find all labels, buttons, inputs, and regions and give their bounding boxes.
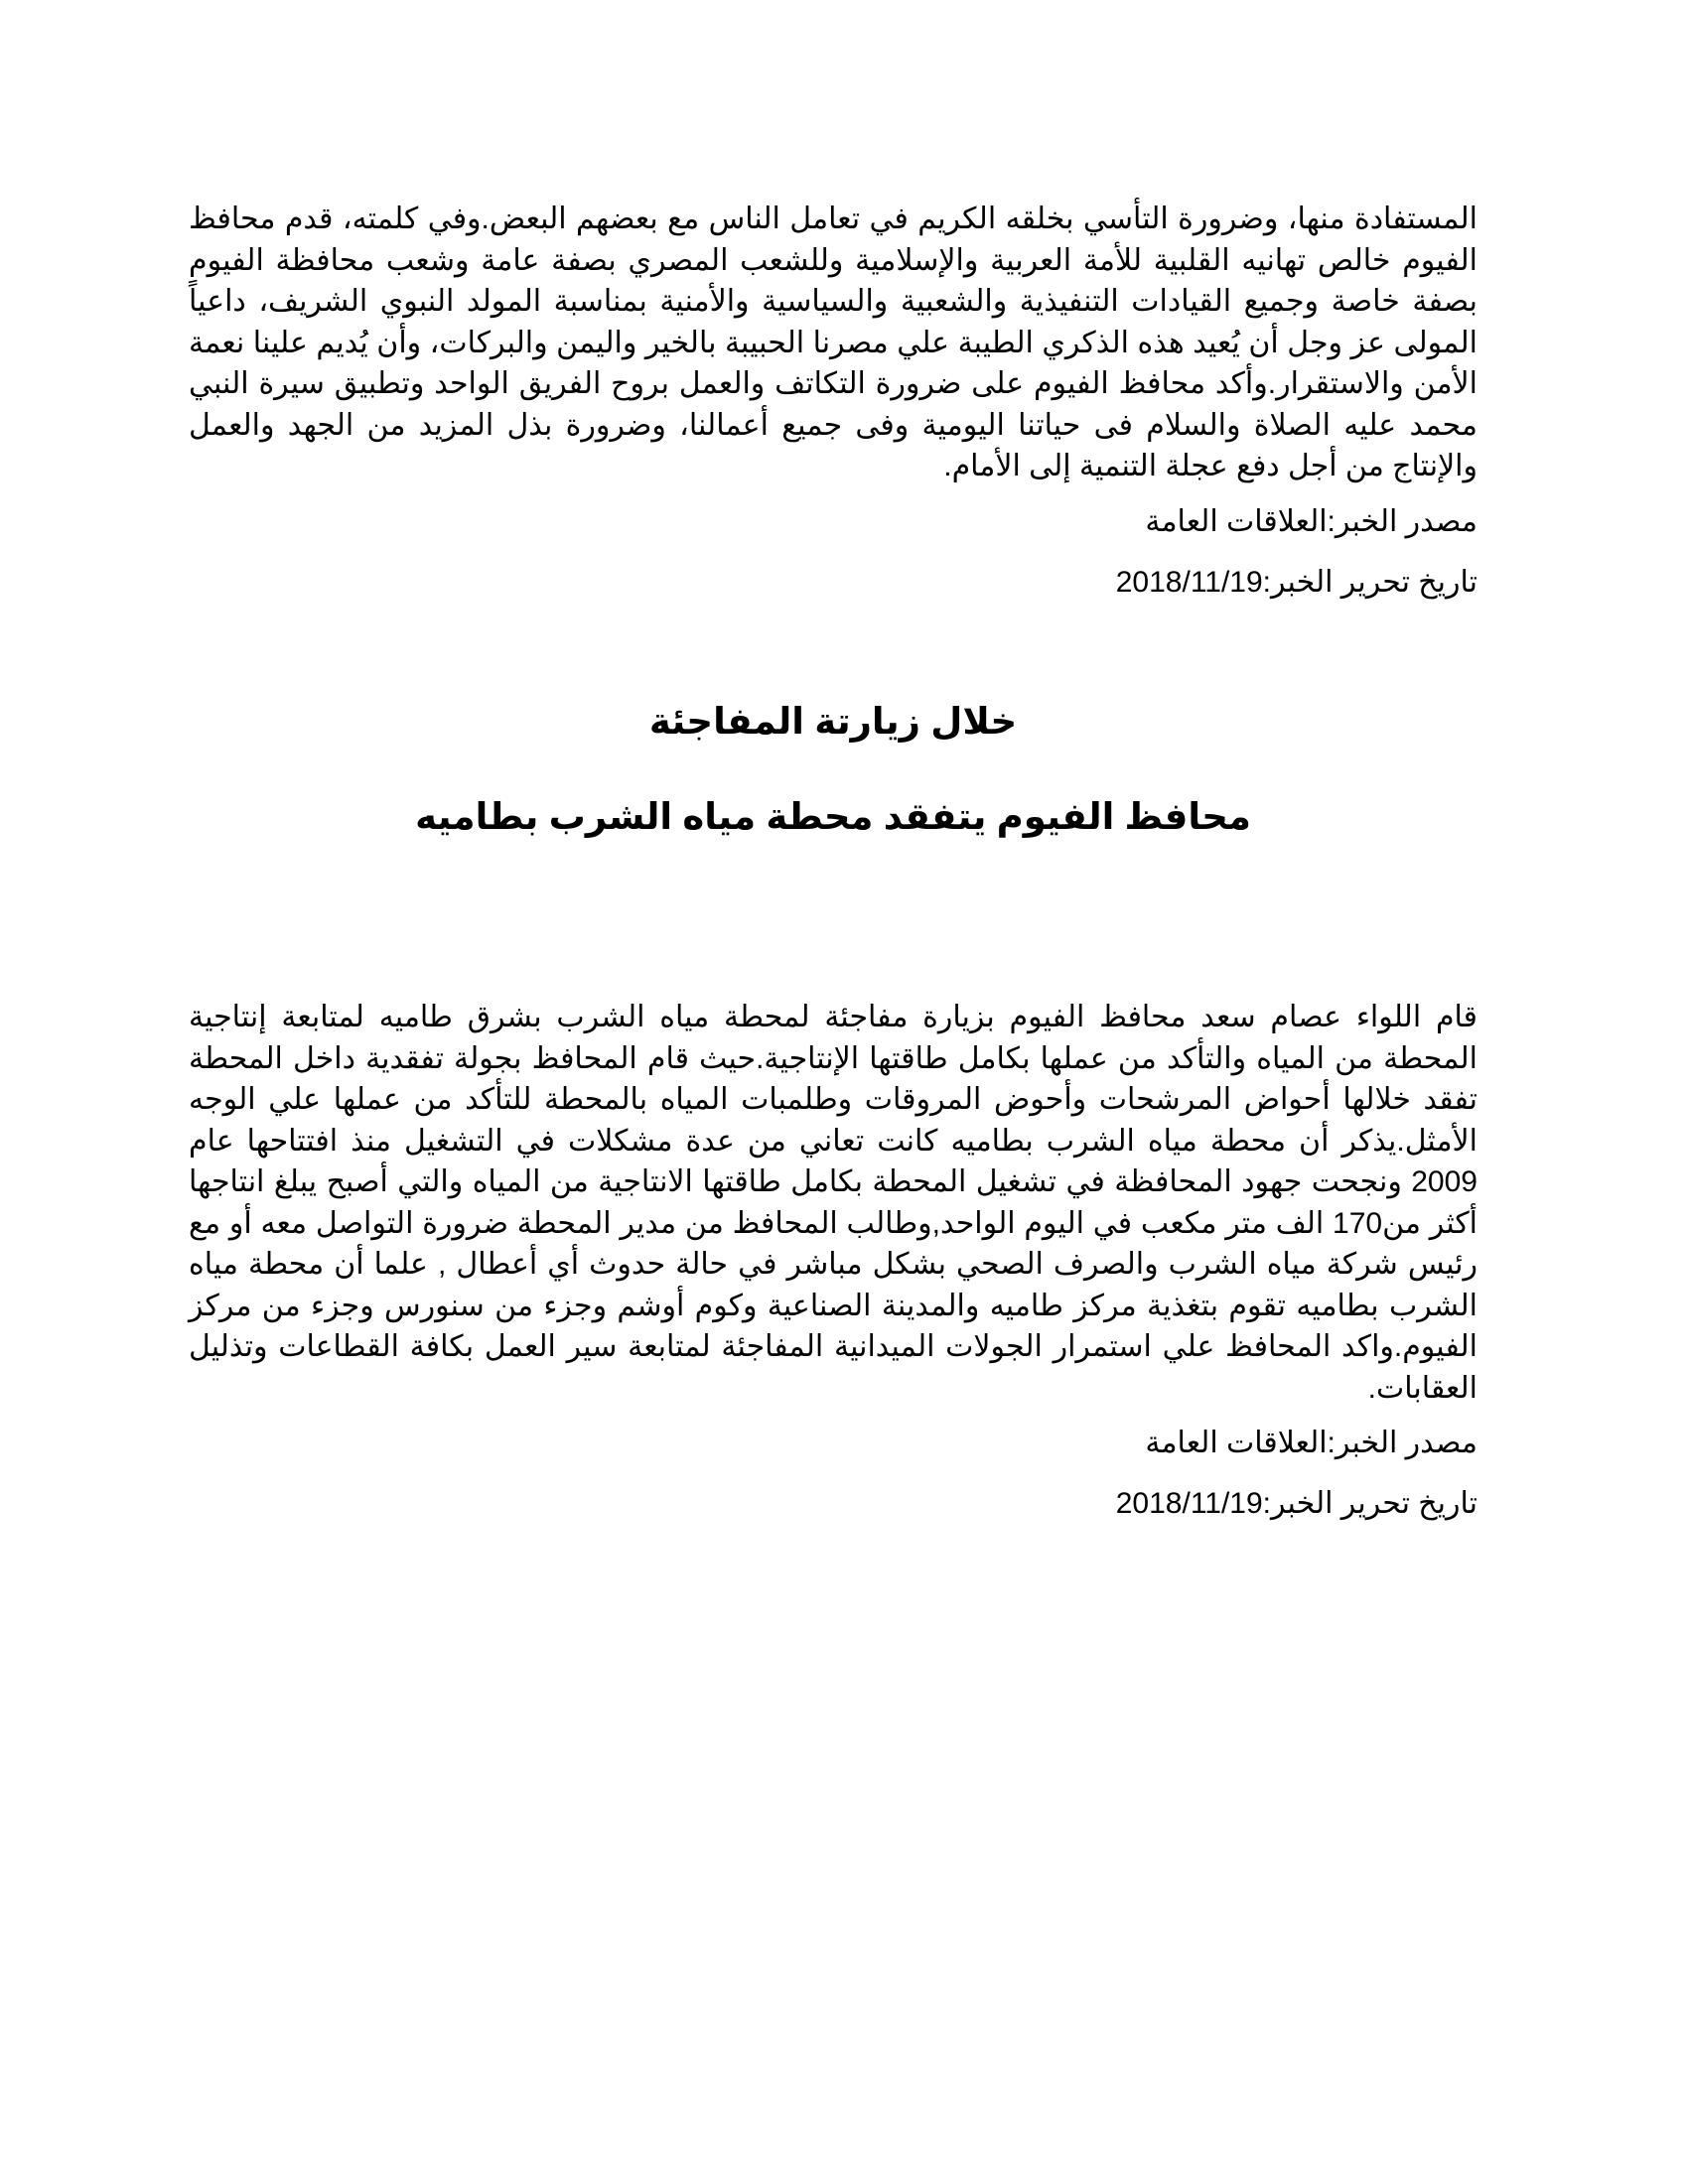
article-title: محافظ الفيوم يتفقد محطة مياه الشرب بطاميه (415, 796, 1251, 837)
news-date-line: تاريخ تحرير الخبر:2018/11/19 (1115, 565, 1477, 599)
article-continuation (189, 199, 1477, 603)
news-date-line: تاريخ تحرير الخبر:2018/11/19 (1115, 1487, 1477, 1520)
article-meta (189, 501, 1477, 603)
article-body-paragraph: قام اللواء عصام سعد محافظ الفيوم بزيارة مفاجئة لمحطة مياه الشرب بشرق طاميه لمتابعة إنتاجية المحطة من المياه والتأكد من عملها بكامل طاقتها الإنتاجية.حيث قام المحافظ بجولة تفقدية داخل المحطة تفقد خلالها أحواض المرشحات وأحوض المروقات وطلمبات المياه بالمحطة للتأكد من عملها علي الوجه الأمثل.يذكر أن محطة مياه الشرب بطاميه كانت تعاني من عدة مشكلات في التشغيل منذ افتتاحها عام 2009 ونجحت جهود المحافظة في تشغيل المحطة بكامل طاقتها الانتاجية من المياه والتي أصبح يبلغ انتاجها أكثر من170 الف متر مكعب في اليوم الواحد,وطالب المحافظ من مدير المحطة ضرورة التواصل معه أو مع رئيس شركة مياه الشرب والصرف الصحي بشكل مباشر في حالة حدوث أي أعطال , علما أن محطة مياه الشرب بطاميه تقوم بتغذية مركز طاميه والمدينة الصناعية وكوم أوشم وجزء من سنورس وجزء من مركز الفيوم.واكد المحافظ علي استمرار الجولات الميدانية المفاجئة لمتابعة سير العمل بكافة القطاعات وتذليل العقابات. (189, 1001, 1477, 1405)
news-source-line: مصدر الخبر:العلاقات العامة (1145, 504, 1477, 538)
article-kicker-heading: خلال زيارتة المفاجئة (648, 701, 1018, 742)
article-meta (189, 1423, 1477, 1524)
article-body-paragraph: المستفادة منها، وضرورة التأسي بخلقه الكريم في تعامل الناس مع بعضهم البعض.وفي كلمته، قدم محافظ الفيوم خالص تهانيه القلبية للأمة العربية والإسلامية وللشعب المصري بصفة عامة وشعب محافظة الفيوم بصفة خاصة وجميع القيادات التنفيذية والشعبية والسياسية والأمنية بمناسبة المولد النبوي الشريف، داعياً المولى عز وجل أن يُعيد هذه الذكري الطيبة علي مصرنا الحبيبة بالخير واليمن والبركات، وأن يُديم علينا نعمة الأمن والاستقرار.وأكد محافظ الفيوم على ضرورة التكاتف والعمل بروح الفريق الواحد وتطبيق سيرة النبي محمد عليه الصلاة والسلام فى حياتنا اليومية وفى جميع أعمالنا، وضرورة بذل المزيد من الجهد والعمل والإنتاج من أجل دفع عجلة التنمية إلى الأمام. (189, 203, 1477, 482)
news-source-line: مصدر الخبر:العلاقات العامة (1145, 1427, 1477, 1459)
article-section (189, 997, 1477, 1524)
